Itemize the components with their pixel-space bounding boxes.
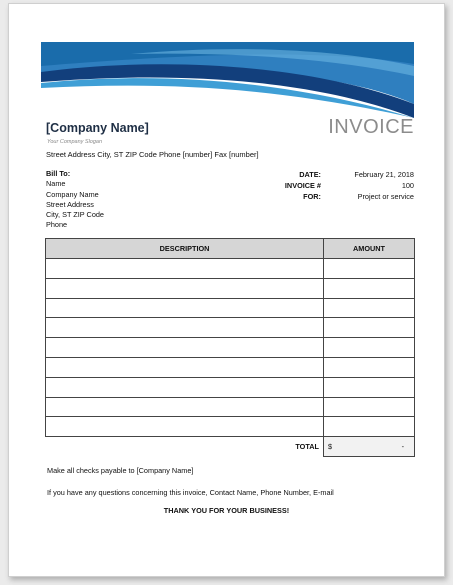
table-row: [46, 417, 415, 437]
description-cell[interactable]: [46, 338, 324, 358]
bill-to-city: City, ST ZIP Code: [46, 210, 104, 220]
company-address-line: Street Address City, ST ZIP Code Phone [number] Fax [number]: [46, 150, 259, 159]
amount-cell[interactable]: [324, 357, 415, 377]
invoice-page: [8, 3, 445, 577]
table-row: [46, 377, 415, 397]
bill-to-name: Name: [46, 179, 66, 189]
meta-label: DATE:: [299, 170, 321, 179]
amount-cell[interactable]: [324, 298, 415, 318]
total-label: TOTAL: [295, 442, 319, 452]
invoice-meta: [259, 169, 414, 202]
table-row: [46, 278, 415, 298]
checks-payable-note: Make all checks payable to [Company Name]: [47, 466, 194, 475]
meta-row-date: [259, 169, 414, 180]
table-row: [46, 338, 415, 358]
meta-value: February 21, 2018: [354, 170, 414, 179]
description-cell[interactable]: [46, 259, 324, 279]
description-cell[interactable]: [46, 417, 324, 437]
total-amount-cell: [324, 437, 415, 457]
amount-cell[interactable]: [324, 417, 415, 437]
description-cell[interactable]: [46, 397, 324, 417]
table-row: [46, 397, 415, 417]
company-slogan: Your Company Slogan: [47, 139, 103, 145]
amount-cell[interactable]: [324, 338, 415, 358]
amount-cell[interactable]: [324, 318, 415, 338]
meta-label: INVOICE #: [284, 181, 321, 190]
table-row: [46, 298, 415, 318]
header-wave-banner: [41, 42, 414, 118]
table-row: [46, 357, 415, 377]
meta-row-for: [259, 191, 414, 202]
bill-to-company: Company Name: [46, 189, 99, 199]
bill-to-phone: Phone: [46, 220, 68, 230]
table-header-row: [46, 239, 415, 259]
description-cell[interactable]: [46, 377, 324, 397]
total-value: -: [401, 442, 404, 452]
questions-note: If you have any questions concerning this invoice, Contact Name, Phone Number, E-mail: [47, 488, 334, 497]
description-header: DESCRIPTION: [46, 239, 324, 259]
description-cell[interactable]: [46, 318, 324, 338]
company-name: [Company Name]: [46, 121, 149, 135]
table-row: [46, 318, 415, 338]
bill-to-block: [46, 169, 104, 231]
meta-value: 100: [401, 181, 414, 190]
meta-row-invoice-number: [259, 180, 414, 191]
total-currency: $: [328, 442, 333, 452]
meta-label: FOR:: [303, 192, 321, 201]
description-cell[interactable]: [46, 357, 324, 377]
amount-cell[interactable]: [324, 278, 415, 298]
amount-header: AMOUNT: [324, 239, 415, 259]
thank-you-note: THANK YOU FOR YOUR BUSINESS!: [163, 506, 290, 515]
invoice-title: INVOICE: [328, 116, 414, 138]
description-cell[interactable]: [46, 278, 324, 298]
table-row: [46, 259, 415, 279]
bill-to-street: Street Address: [46, 199, 94, 209]
amount-cell[interactable]: [324, 377, 415, 397]
description-cell[interactable]: [46, 298, 324, 318]
bill-to-heading: Bill To:: [46, 169, 71, 178]
amount-cell[interactable]: [324, 397, 415, 417]
amount-cell[interactable]: [324, 259, 415, 279]
total-row: [46, 437, 415, 457]
line-items-table: [45, 238, 415, 457]
meta-value: Project or service: [357, 192, 414, 201]
